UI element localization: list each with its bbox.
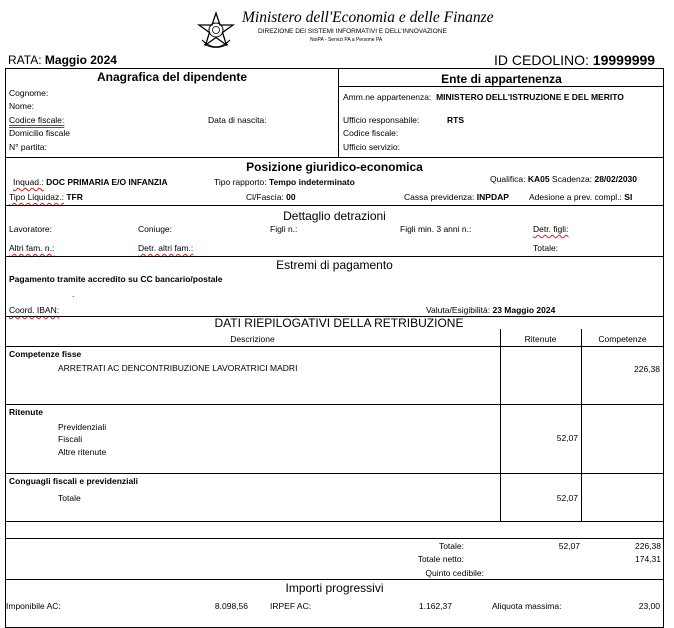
ritenute-item: Altre ritenute: [58, 447, 107, 457]
ufficio-responsabile-value: RTS: [447, 115, 464, 125]
competenze-item: ARRETRATI AC DENCONTRIBUZIONE LAVORATRICI MADRI: [58, 363, 298, 373]
column-descrizione: Descrizione: [230, 334, 275, 344]
riepilogo-title: DATI RIEPILOGATIVI DELLA RETRIBUZIONE: [214, 316, 464, 330]
ministry-name: Ministero dell'Economia e delle Finanze: [242, 9, 494, 26]
dot-mark: .: [72, 289, 75, 299]
rata-row: [8, 53, 117, 67]
classe-fascia: Cl/Fascia: 00: [246, 192, 296, 202]
cedolino-row: [494, 52, 655, 68]
cognome-label: Cognome:: [9, 88, 49, 98]
totale-netto-value: 174,31: [635, 554, 661, 564]
ufficio-servizio-label: Ufficio servizio:: [343, 142, 400, 152]
aliquota-value: 23,00: [638, 601, 660, 611]
conguagli-item: Totale: [58, 493, 81, 503]
irpef-value: 1.162,37: [418, 601, 452, 611]
ritenute-title: Ritenute: [9, 407, 43, 417]
posizione-title: Posizione giuridico-economica: [246, 160, 423, 174]
totale-label: Totale:: [438, 541, 464, 551]
anagrafica-title: Anagrafica del dipendente: [96, 70, 248, 84]
detrazioni-title: Dettaglio detrazioni: [283, 209, 386, 223]
detrazioni-totale-label: Totale:: [533, 243, 559, 253]
adesione-previdenza: Adesione a prev. compl.: SI: [529, 192, 633, 202]
totale-competenze: 226,38: [635, 541, 661, 551]
pagamento-title: Estremi di pagamento: [276, 258, 393, 272]
altri-fam-label: Altri fam. n.:: [9, 243, 55, 253]
ritenute-item: Fiscali: [58, 434, 83, 444]
imponibile-label: Imponibile AC:: [6, 601, 61, 611]
codice-fiscale-label: Codice fiscale:: [9, 115, 65, 125]
modalita-pagamento: Pagamento tramite accredito su CC bancario/postale: [9, 274, 223, 284]
ritenute-amount: 52,07: [556, 433, 578, 443]
figli-label: Figli n.:: [270, 224, 298, 234]
totale-ritenute: 52,07: [558, 541, 580, 551]
partita-label: N° partita:: [9, 142, 47, 152]
detr-altri-fam-label: Detr. altri fam.:: [138, 243, 194, 253]
cassa-previdenza: Cassa previdenza: INPDAP: [404, 192, 509, 202]
figli-min-label: Figli min. 3 anni n.:: [400, 224, 472, 234]
competenze-amount: 226,38: [634, 364, 660, 374]
irpef-label: IRPEF AC:: [270, 601, 312, 611]
ente-title: Ente di appartenenza: [441, 72, 562, 86]
detr-figli-label: Detr. figli:: [533, 224, 569, 234]
qualifica-scadenza: Qualifica: KA05 Scadenza: 28/02/2030: [490, 174, 638, 184]
amm-appartenenza: Amm.ne appartenenza: MINISTERO DELL'ISTRUZIONE E DEL MERITO: [343, 92, 624, 102]
valuta-esigibilita: Valuta/Esigibilità: 23 Maggio 2024: [426, 305, 556, 315]
quinto-cedibile-label: Quinto cedibile:: [425, 568, 484, 578]
ufficio-responsabile-label: Ufficio responsabile:: [343, 115, 420, 125]
rata-value: Maggio 2024: [44, 53, 117, 67]
imponibile-value: 8.098,56: [214, 601, 248, 611]
data-nascita-label: Data di nascita:: [208, 115, 267, 125]
totale-netto-label: Totale netto:: [417, 554, 464, 564]
domicilio-label: Domicilio fiscale: [9, 128, 70, 138]
iban-label: Coord. IBAN:: [9, 305, 60, 315]
nome-label: Nome:: [9, 101, 35, 111]
column-ritenute: Ritenute: [524, 334, 557, 344]
lavoratore-label: Lavoratore:: [9, 224, 52, 234]
conguagli-amount: 52,07: [556, 493, 578, 503]
conguagli-title: Conguagli fiscali e previdenziali: [9, 476, 138, 486]
republic-emblem-icon: [196, 10, 236, 52]
cedolino-value: 19999999: [592, 52, 656, 68]
aliquota-label: Aliquota massima:: [492, 601, 562, 611]
tipo-liquidazione: Tipo Liquidaz.: TFR: [9, 192, 83, 202]
ente-codice-fiscale-label: Codice fiscale:: [343, 128, 399, 138]
competenze-fisse-title: Competenze fisse: [9, 349, 82, 359]
rata-label: RATA:: [8, 53, 42, 67]
column-competenze: Competenze: [598, 334, 647, 344]
tipo-rapporto: Tipo rapporto: Tempo indeterminato: [214, 177, 355, 187]
progressivi-title: Importi progressivi: [285, 581, 384, 595]
service-name: NoiPA - Servizi PA a Persone PA: [310, 37, 383, 43]
inquadramento: Inquad.: DOC PRIMARIA E/O INFANZIA: [13, 177, 168, 187]
cedolino-label: ID CEDOLINO:: [494, 52, 589, 68]
coniuge-label: Coniuge:: [138, 224, 173, 234]
department-name: DIREZIONE DEI SISTEMI INFORMATIVI E DELL'INNOVAZIONE: [258, 28, 447, 35]
ritenute-item: Previdenziali: [58, 422, 107, 432]
